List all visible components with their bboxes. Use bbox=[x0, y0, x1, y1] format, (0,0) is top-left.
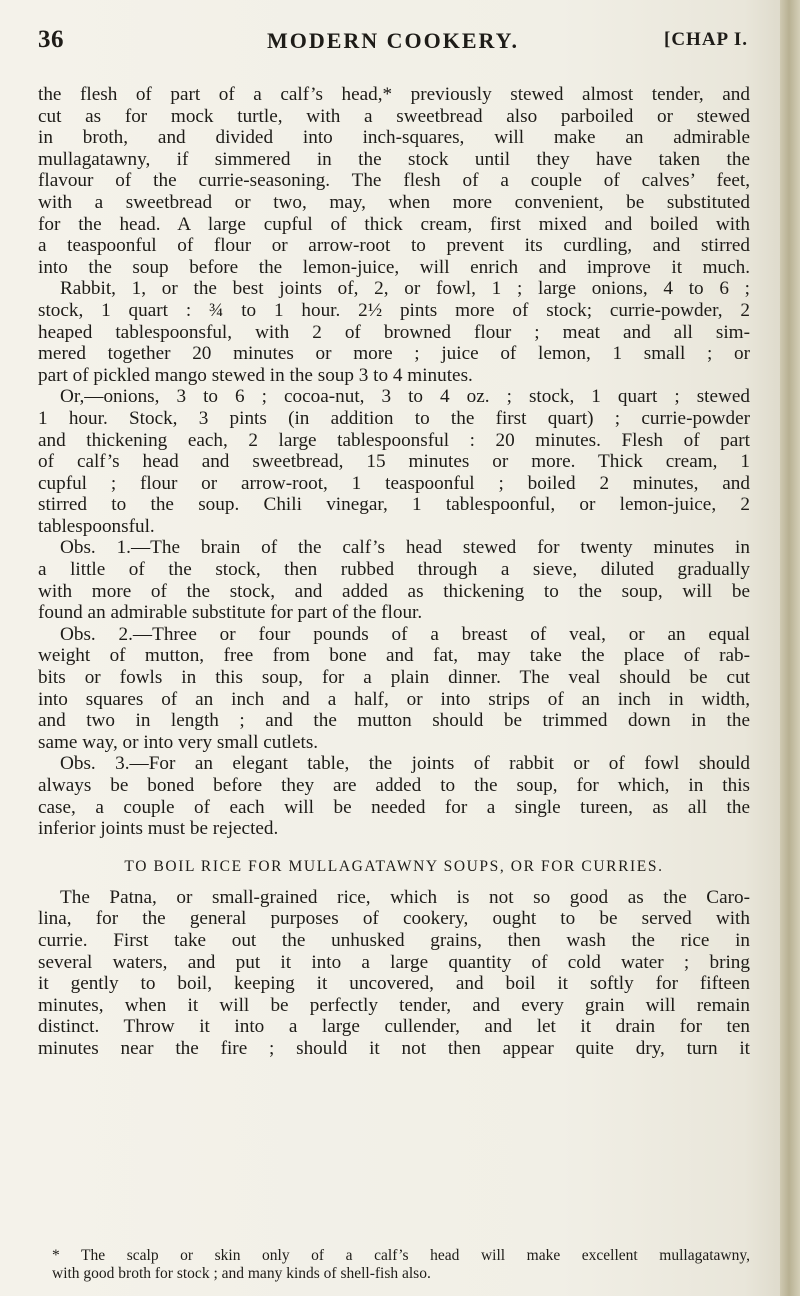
text-line: same way, or into very small cutlets. bbox=[38, 731, 319, 753]
footnote-line: with good broth for stock ; and many kinds of shell-fish also. bbox=[52, 1265, 431, 1282]
text-line: Obs. 2.—Three or four pounds of a breast of veal, or an equal bbox=[60, 623, 750, 645]
text-line: stock, 1 quart : ¾ to 1 hour. 2½ pints more of stock; currie-powder, 2 bbox=[38, 299, 750, 321]
text-line: in broth, and divided into inch-squares, will make an admirable bbox=[38, 127, 750, 149]
text-line: currie. First take out the unhusked grains, then wash the rice in bbox=[38, 929, 750, 951]
text-line: a little of the stock, then rubbed through a sieve, diluted gradually bbox=[38, 559, 750, 581]
text-line: cut as for mock turtle, with a sweetbread also parboiled or stewed bbox=[38, 105, 750, 127]
running-title: MODERN COOKERY. bbox=[266, 28, 520, 53]
page-number: 36 bbox=[38, 26, 64, 53]
footnote bbox=[52, 1247, 750, 1283]
text-line: a teaspoonful of flour or arrow-root to prevent its curdling, and stirred bbox=[38, 235, 750, 257]
section-paragraph bbox=[38, 887, 750, 1060]
text-line: into the soup before the lemon-juice, will enrich and improve it much. bbox=[38, 256, 750, 278]
text-line: Rabbit, 1, or the best joints of, 2, or fowl, 1 ; large onions, 4 to 6 ; bbox=[60, 278, 750, 300]
text-line: minutes near the fire ; should it not then appear quite dry, turn it bbox=[38, 1037, 750, 1059]
text-line: case, a couple of each will be needed for a single tureen, as all the bbox=[38, 796, 750, 818]
text-line: with a sweetbread or two, may, when more convenient, be substituted bbox=[38, 191, 750, 213]
page-edge bbox=[780, 0, 800, 1296]
text-line: bits or fowls in this soup, for a plain dinner. The veal should be cut bbox=[38, 667, 750, 689]
text-line: it gently to boil, keeping it uncovered, and boil it softly for fifteen bbox=[38, 973, 750, 995]
text-line: lina, for the general purposes of cookery, ought to be served with bbox=[38, 908, 750, 930]
page-text bbox=[38, 84, 750, 1060]
text-line: weight of mutton, free from bone and fat, may take the place of rab- bbox=[38, 645, 750, 667]
text-line: several waters, and put it into a large quantity of cold water ; bring bbox=[38, 951, 750, 973]
text-line: Obs. 1.—The brain of the calf’s head stewed for twenty minutes in bbox=[60, 537, 750, 559]
text-line: inferior joints must be rejected. bbox=[38, 818, 279, 840]
text-line: minutes, when it will be perfectly tender, and every grain will remain bbox=[38, 994, 750, 1016]
text-line: into squares of an inch and a half, or into strips of an inch in width, bbox=[38, 688, 750, 710]
text-line: flavour of the currie-seasoning. The flesh of a couple of calves’ feet, bbox=[38, 170, 750, 192]
text-line: cupful ; flour or arrow-root, 1 teaspoonful ; boiled 2 minutes, and bbox=[38, 472, 750, 494]
text-line: 1 hour. Stock, 3 pints (in addition to the first quart) ; currie-powder bbox=[38, 407, 750, 429]
text-line: mered together 20 minutes or more ; juice of lemon, 1 small ; or bbox=[38, 343, 750, 365]
running-header bbox=[38, 26, 748, 62]
text-line: with more of the stock, and added as thickening to the soup, will be bbox=[38, 580, 750, 602]
text-line: found an admirable substitute for part of the flour. bbox=[38, 602, 423, 624]
text-line: stirred to the soup. Chili vinegar, 1 tablespoonful, or lemon-juice, 2 bbox=[38, 494, 750, 516]
text-line: heaped tablespoonsful, with 2 of browned flour ; meat and all sim- bbox=[38, 321, 750, 343]
text-line: Obs. 3.—For an elegant table, the joints of rabbit or of fowl should bbox=[60, 753, 750, 775]
text-line: and two in length ; and the mutton should be trimmed down in the bbox=[38, 710, 750, 732]
text-line: and thickening each, 2 large tablespoonsful : 20 minutes. Flesh of part bbox=[38, 429, 750, 451]
text-line: for the head. A large cupful of thick cream, first mixed and boiled with bbox=[38, 213, 750, 235]
text-line: mullagatawny, if simmered in the stock until they have taken the bbox=[38, 148, 750, 170]
text-line: distinct. Throw it into a large cullender, and let it drain for ten bbox=[38, 1016, 750, 1038]
text-line: of calf’s head and sweetbread, 15 minutes or more. Thick cream, 1 bbox=[38, 451, 750, 473]
text-line: Or,—onions, 3 to 6 ; cocoa-nut, 3 to 4 oz. ; stock, 1 quart ; stewed bbox=[60, 386, 750, 408]
text-line: part of pickled mango stewed in the soup 3 to 4 minutes. bbox=[38, 364, 473, 386]
body-paragraphs bbox=[38, 84, 750, 840]
chapter-marker: [CHAP I. bbox=[664, 29, 748, 50]
text-line: the flesh of part of a calf’s head,* previously stewed almost tender, and bbox=[38, 84, 750, 105]
section-heading: TO BOIL RICE FOR MULLAGATAWNY SOUPS, OR FOR CURRIES. bbox=[124, 857, 664, 875]
text-line: always be boned before they are added to the soup, for which, in this bbox=[38, 775, 750, 796]
text-line: tablespoonsful. bbox=[38, 515, 155, 537]
text-line: The Patna, or small-grained rice, which is not so good as the Caro- bbox=[60, 886, 750, 908]
footnote-line: * The scalp or skin only of a calf’s head will make excellent mullagatawny, bbox=[52, 1247, 750, 1264]
